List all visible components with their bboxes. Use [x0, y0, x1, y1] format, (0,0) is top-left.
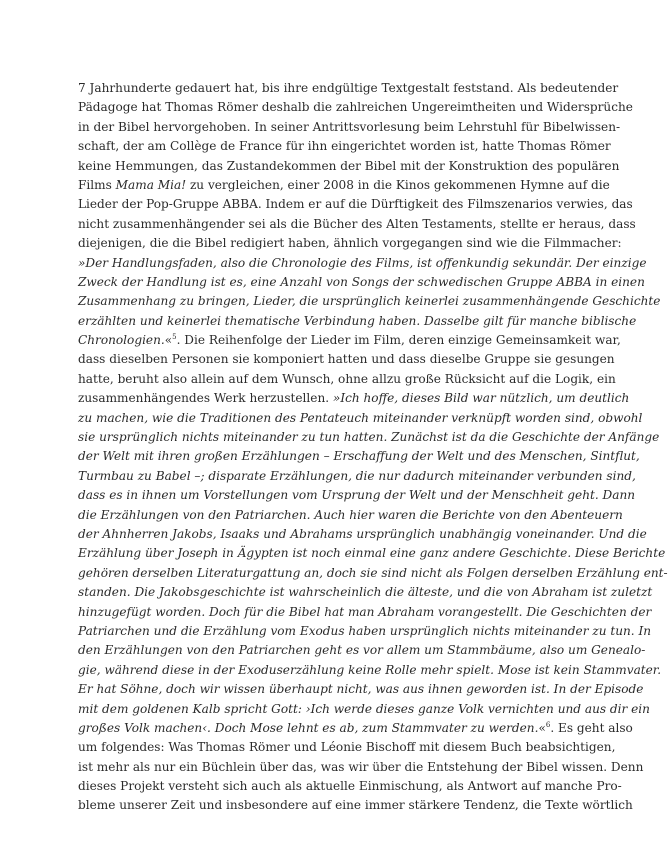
text-line — [78, 389, 630, 408]
quoted-text: mit dem goldenen Kalb spricht Gott: ›Ich werde dieses ganze Volk vernichten und aus dir ein — [78, 701, 650, 716]
body-text: dass dieselben Personen sie komponiert hatten und dass dieselbe Gruppe sie gesungen — [78, 352, 615, 367]
text-line — [78, 758, 644, 777]
text-line — [78, 234, 622, 253]
quoted-text: die Erzählungen von den Patriarchen. Auch hier waren die Berichte von den Abenteuern — [78, 507, 623, 522]
text-line — [78, 428, 660, 447]
text-line — [78, 680, 644, 699]
quoted-text: »Der Handlungsfaden, also die Chronologie des Films, ist offenkundig sekundär. Der einzige — [78, 255, 647, 270]
body-text: zu vergleichen, einer 2008 in die Kinos gekommenen Hymne auf die — [186, 177, 610, 192]
text-line — [78, 273, 645, 292]
body-text: Pädagoge hat Thomas Römer deshalb die zahlreichen Ungereimtheiten und Widersprüche — [78, 100, 633, 115]
footnote-marker: 6 — [545, 720, 551, 729]
quoted-text: Mama Mia! — [115, 177, 187, 192]
quoted-text: zu machen, wie die Traditionen des Pentateuch miteinander verknüpft worden sind, obwohl — [78, 410, 643, 425]
text-line — [78, 447, 640, 466]
body-text: Films — [78, 177, 116, 192]
body-text: . Es geht also — [550, 720, 633, 735]
text-line — [78, 215, 636, 234]
text-line — [78, 195, 633, 214]
body-text: Lieder der Pop-Gruppe ABBA. Indem er auf die Dürftigkeit des Filmszenarios verwies, das — [78, 197, 633, 212]
text-line — [78, 98, 633, 117]
quoted-text: gie, während diese in der Exoduserzählung keine Rolle mehr spielt. Mose ist kein Stammvater. — [78, 662, 662, 677]
body-text: nicht zusammenhängender sei als die Bücher des Alten Testaments, stellte er heraus, dass — [78, 216, 636, 231]
body-text: um folgendes: Was Thomas Römer und Léonie Bischoff mit diesem Buch beabsichtigen, — [78, 740, 616, 755]
quoted-text: großes Volk machen‹. Doch Mose lehnt es ab, zum Stammvater zu werden. — [78, 720, 539, 735]
body-text: bleme unserer Zeit und insbesondere auf eine immer stärkere Tendenz, die Texte wörtlich — [78, 798, 633, 813]
text-line — [78, 350, 615, 369]
body-text: schaft, der am Collège de France für ihn eingerichtet worden ist, hatte Thomas Römer — [78, 139, 611, 154]
text-line — [78, 583, 653, 602]
quoted-text: Patriarchen und die Erzählung vom Exodus haben ursprünglich nichts miteinander zu tun. In — [78, 623, 652, 638]
text-line — [78, 292, 661, 311]
text-line — [78, 486, 636, 505]
text-line — [78, 409, 643, 428]
quoted-text: gehören derselben Literaturgattung an, doch sie sind nicht als Folgen derselben Erzählung ent- — [78, 565, 668, 580]
text-line — [78, 137, 611, 156]
text-line — [78, 467, 636, 486]
quoted-text: der Ahnherren Jakobs, Isaaks und Abrahams ursprünglich unabhängig voneinander. Und die — [78, 526, 647, 541]
text-line — [78, 506, 623, 525]
text-line — [78, 603, 652, 622]
book-page-body — [78, 79, 668, 816]
quoted-text: »Ich hoffe, dieses Bild war nützlich, um deutlich — [332, 391, 630, 406]
body-text: diejenigen, die die Bibel redigiert haben, ähnlich vorgegangen sind wie die Filmmacher: — [78, 236, 622, 251]
text-line — [78, 157, 620, 176]
text-line — [78, 544, 666, 563]
text-line — [78, 254, 647, 273]
text-line — [78, 79, 619, 98]
quoted-text: dass es in ihnen um Vorstellungen vom Ursprung der Welt und der Menschheit geht. Dann — [78, 488, 636, 503]
text-line — [78, 176, 610, 195]
body-text: dieses Projekt versteht sich auch als aktuelle Einmischung, als Antwort auf manche Pro- — [78, 779, 622, 794]
text-line — [78, 719, 633, 738]
text-line — [78, 312, 637, 331]
body-text: « — [164, 333, 173, 348]
quoted-text: Zweck der Handlung ist es, eine Anzahl von Songs der schwedischen Gruppe ABBA in einen — [78, 274, 645, 289]
text-line — [78, 525, 647, 544]
text-line — [78, 661, 662, 680]
text-line — [78, 641, 646, 660]
text-line — [78, 777, 622, 796]
quoted-text: sie ursprünglich nichts miteinander zu tun hatten. Zunächst ist da die Geschichte der Anfänge — [78, 430, 660, 445]
body-text: 7 Jahrhunderte gedauert hat, bis ihre endgültige Textgestalt feststand. Als bedeutender — [78, 81, 619, 95]
quoted-text: standen. Die Jakobsgeschichte ist wahrscheinlich die älteste, und die von Abraham ist zuletzt — [78, 585, 653, 600]
quoted-text: hinzugefügt worden. Doch für die Bibel hat man Abraham vorangestellt. Die Geschichten der — [78, 604, 652, 619]
text-line — [78, 796, 633, 815]
body-text: . Die Reihenfolge der Lieder im Film, deren einzige Gemeinsamkeit war, — [176, 333, 621, 348]
quoted-text: den Erzählungen von den Patriarchen geht es vor allem um Stammbäume, also um Genealo- — [78, 643, 646, 658]
footnote-marker: 5 — [172, 333, 177, 342]
text-line — [78, 564, 668, 583]
text-line — [78, 622, 652, 641]
text-line — [78, 118, 621, 137]
text-line — [78, 370, 616, 389]
body-text: zusammenhängendes Werk herzustellen. — [78, 391, 333, 406]
text-line — [78, 700, 650, 719]
quoted-text: Er hat Söhne, doch wir wissen überhaupt nicht, was aus ihnen geworden ist. In der Episode — [78, 682, 644, 697]
quoted-text: erzählten und keinerlei thematische Verbindung haben. Dasselbe gilt für manche biblische — [78, 313, 637, 328]
body-text: « — [538, 720, 546, 735]
body-text: ist mehr als nur ein Büchlein über das, was wir über die Entstehung der Bibel wissen. Denn — [78, 759, 644, 774]
quoted-text: Chronologien. — [78, 333, 165, 348]
body-text: in der Bibel hervorgehoben. In seiner Antrittsvorlesung beim Lehrstuhl für Bibelwissen- — [78, 119, 621, 134]
body-text: hatte, beruht also allein auf dem Wunsch, ohne allzu große Rücksicht auf die Logik, ein — [78, 371, 616, 386]
body-text: keine Hemmungen, das Zustandekommen der Bibel mit der Konstruktion des populären — [78, 158, 620, 173]
text-line — [78, 738, 616, 757]
quoted-text: Zusammenhang zu bringen, Lieder, die ursprünglich keinerlei zusammenhängende Geschichte — [78, 294, 661, 309]
text-line — [78, 331, 621, 350]
quoted-text: Erzählung über Joseph in Ägypten ist noch einmal eine ganz andere Geschichte. Diese Berichte — [78, 546, 666, 561]
quoted-text: Turmbau zu Babel –; disparate Erzählungen, die nur dadurch miteinander verbunden sind, — [78, 468, 636, 483]
quoted-text: der Welt mit ihren großen Erzählungen – Erschaffung der Welt und des Menschen, Sintflut, — [78, 449, 640, 464]
